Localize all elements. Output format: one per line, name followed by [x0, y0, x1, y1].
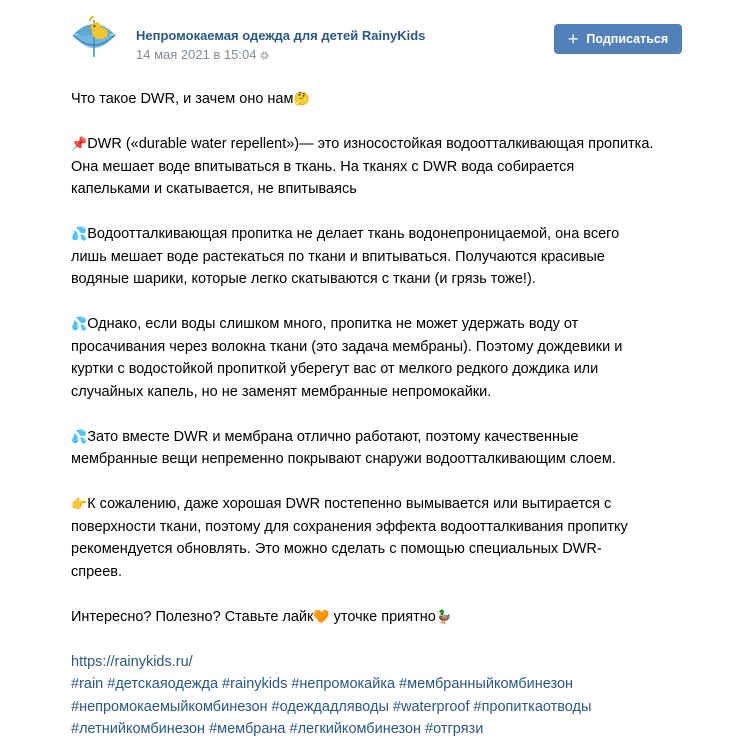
post-title-paragraph [71, 88, 691, 111]
hashtag-line[interactable]: #летнийкомбинезон #мембрана #легкийкомбинезон #отгрязи [71, 721, 484, 737]
paragraph-line: капельками и скатывается, не впитываясь [71, 181, 357, 197]
pushpin-icon: 📌 [71, 136, 88, 151]
paragraph-line: водяные шарики, которые легко скатываются с ткани (и грязь тоже!). [71, 271, 536, 287]
post-text [71, 88, 691, 741]
paragraph-line: мембранные вещи непременно покрывают снаружи водоотталкивающим слоем. [71, 451, 616, 467]
paragraph-membrane [71, 313, 691, 403]
link-line [71, 651, 691, 674]
group-avatar[interactable] [70, 15, 118, 63]
duck-icon: 🦆 [435, 608, 453, 624]
post-date[interactable] [136, 47, 270, 62]
hashtag-line[interactable]: #непромокаемыйкомбинезон #одеждадляводы #waterproof #пропиткаотводы [71, 698, 592, 715]
sweat-droplets-icon: 💦 [71, 226, 88, 241]
paragraph-line: лишь мешает воде растекаться по ткани и впитываться. Получаются красивые [71, 248, 605, 265]
post-date-text: 14 мая 2021 в 15:04 [136, 47, 257, 62]
post-title-line [71, 88, 691, 111]
paragraph-line [71, 426, 691, 449]
subscribe-label: Подписаться [586, 32, 669, 46]
paragraph-text: К сожалению, даже хорошая DWR постепенно вымывается или вытирается с [87, 496, 612, 512]
paragraph-line: Она мешает воде впитываться в ткань. На тканях с DWR вода собирается [71, 158, 575, 175]
paragraph-like [71, 606, 691, 629]
paragraph-line: просачивания через волокна ткани (это задача мембраны). Поэтому дождевики и [71, 338, 623, 355]
thinking-face-icon: 🤔 [293, 91, 310, 106]
pointing-hand-icon: 👉 [71, 496, 88, 511]
group-name-link[interactable]: Непромокаемая одежда для детей RainyKids [136, 28, 426, 43]
paragraph-line: поверхности ткани, поэтому для сохранения эффекта водоотталкивания пропитку [71, 518, 628, 535]
paragraph-line [71, 133, 691, 156]
sweat-droplets-icon: 💦 [71, 316, 88, 331]
paragraph-line [71, 493, 691, 516]
paragraph-line: куртки с водостойкой пропиткой уберегут вас от мелкого редкого дождика или [71, 361, 599, 377]
paragraph-line [71, 313, 691, 336]
website-link[interactable]: https://rainykids.ru/ [71, 653, 193, 670]
umbrella-duck-logo-icon [70, 15, 118, 63]
paragraph-line [71, 223, 691, 246]
paragraph-text: Водоотталкивающая пропитка не делает ткань водонепроницаемой, она всего [87, 226, 620, 242]
paragraph-text: Однако, если воды слишком много, пропитка не может удержать воду от [87, 316, 579, 332]
post-title-text: Что такое DWR, и зачем оно нам [71, 91, 294, 107]
plus-icon: + [567, 29, 579, 49]
paragraph-text: уточке приятно [329, 608, 436, 625]
paragraph-text: DWR («durable water repellent»)— это износостойкая водоотталкивающая пропитка. [87, 136, 654, 152]
sweat-droplets-icon: 💦 [71, 428, 88, 444]
links-paragraph [71, 651, 691, 741]
orange-heart-icon: 🧡 [313, 608, 330, 624]
post-header [70, 15, 680, 71]
paragraph-text: Интересно? Полезно? Ставьте лайк [71, 608, 314, 625]
paragraph-text: Зато вместе DWR и мембрана отлично работают, поэтому качественные [87, 428, 579, 445]
paragraph-repellent [71, 223, 691, 291]
gear-icon[interactable] [259, 50, 270, 61]
hashtag-line[interactable]: #rain #детскаяодежда #rainykids #непромокайка #мембранныйкомбинезон [71, 676, 574, 692]
paragraph-line [71, 606, 691, 629]
paragraph-together [71, 426, 691, 471]
paragraph-line: спреев. [71, 563, 123, 580]
paragraph-renew [71, 493, 691, 583]
paragraph-line: рекомендуется обновлять. Это можно сделать с помощью специальных DWR- [71, 541, 602, 557]
paragraph-dwr [71, 133, 691, 201]
subscribe-button[interactable] [554, 24, 682, 54]
paragraph-line: случайных капель, но не заменят мембранные непромокайки. [71, 383, 492, 400]
